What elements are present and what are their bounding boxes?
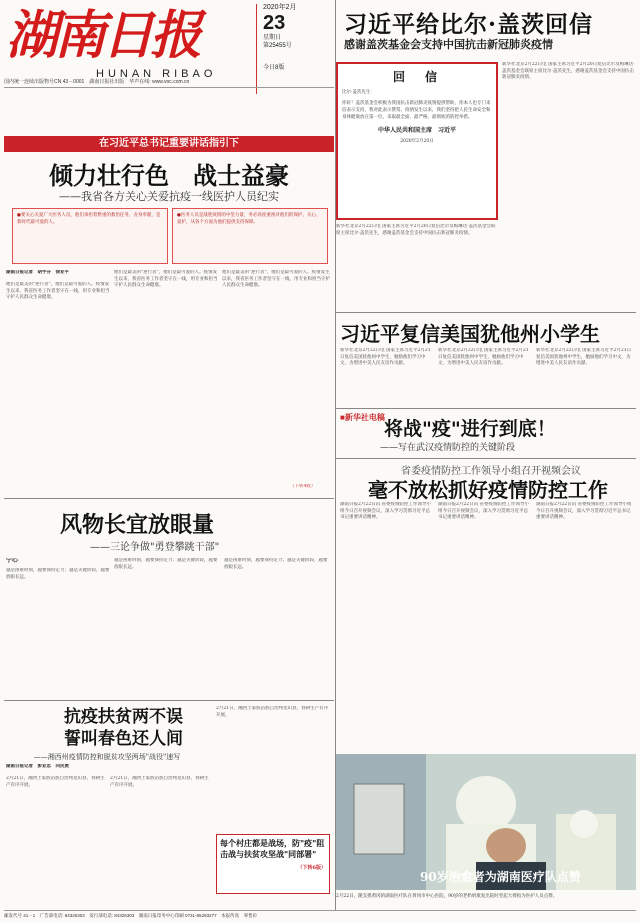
poverty-headline (64, 706, 183, 750)
commentary-author: 宁心 (6, 558, 19, 564)
feature-continued: （下转4版） (290, 484, 316, 489)
feature-subheadline: ——我省各方关心关爱抗疫一线医护人员纪实 (59, 190, 279, 203)
poverty-byline: 湖南日报记者 彭业忠 向民贵 (6, 764, 69, 769)
top-story-body-2: 新华社北京2月22日电 国家主席习近平2月20日复信比尔及梅琳达·盖茨基金会联席主席比尔·盖茨先生，感谢盖茨基金会支持中国抗击新冠肺炎疫情。 (336, 224, 496, 236)
section-divider-3 (336, 312, 636, 313)
letter-signature: 中华人民共和国主席 习近平 (377, 127, 456, 134)
meeting-body-col3: 湖南日报2月22日讯 省委疫情防控工作领导小组今日召开视频会议，深入学习贯彻习近平总书记重要讲话精神。 (536, 502, 632, 520)
date-year: 2020年2月 (263, 4, 297, 11)
newspaper-pinyin: HUNAN RIBAO (96, 68, 217, 80)
section-divider-5 (336, 458, 636, 459)
top-headline: 习近平给比尔·盖茨回信 (344, 11, 594, 38)
section-banner: 在习近平总书记重要讲话指引下 (4, 136, 334, 152)
xi-reply-body-col2: 新华社北京2月22日电 国家主席习近平2月21日复信美国犹他州中学生，勉励他们学习中文，为增进中美人民友谊作贡献。 (438, 348, 529, 366)
weekday: 星期日 (263, 35, 282, 41)
commentary-body-col1: 越是困难时刻，越要保持定力；越是关键阶段，越要放眼长远。 (6, 568, 110, 580)
feature-body-col2: 他们是最美的"逆行者"，他们是最可爱的人。疫情发生以来，我省医务工作者坚守在一线，用专业和担当守护人民群众生命健康。 (114, 270, 218, 288)
quote-box-right: ●医务人员是战胜疫情的中坚力量，务必高度重视对他们的保护、关心、爱护，从各个方面为他们提供支持保障。 (172, 208, 328, 264)
poverty-body-col2: 2月21日，湘西土家族苗族自治州龙山县，春耕生产有序开展。 (110, 776, 209, 788)
poverty-subheadline: ——湘西州疫情防控和脱贫攻坚两场"战役"速写 (33, 753, 181, 761)
letter-salutation: 比尔·盖茨先生： (342, 90, 375, 95)
poverty-headline-line2: 誓叫春色还人间 (64, 729, 183, 749)
wuhan-subheadline: ——写在武汉疫情防控的关键阶段 (380, 443, 516, 453)
letter-body: 你好！盖茨基金会积极为我国抗击新冠肺炎疫情提供帮助，你本人也专门来信表示支持，我对此表示赞赏。疫情发生以来，我们坚持把人民生命安全和身体健康放在第一位，采取最全面、最严格、最彻底的防控举措。 (342, 101, 491, 120)
meeting-headline: 毫不放松抓好疫情防控工作 (368, 478, 608, 502)
feature-byline: 湖南日报记者 胡宇芬 徐亚平 (6, 270, 69, 275)
top-subheadline: 感谢盖茨基金会支持中国抗击新冠肺炎疫情 (344, 38, 553, 51)
date-day: 23 (263, 12, 286, 34)
commentary-headline: 风物长宜放眼量 (60, 512, 215, 538)
meeting-kicker: 省委疫情防控工作领导小组召开视频会议 (401, 466, 581, 477)
poverty-headline-line1: 抗疫扶贫两不误 (64, 707, 183, 727)
photo-headline: 90岁治愈者为湖南医疗队点赞 (420, 870, 581, 884)
section-divider-2 (4, 700, 334, 701)
side-box-continued: （下转6版） (297, 865, 326, 871)
issue-number: 第25455号 (263, 43, 292, 49)
side-box-headline: 每个村庄都是战场，防"疫"阻击战与扶贫攻坚战"同部署" (220, 838, 325, 859)
meeting-body-col1: 湖南日报2月22日讯 省委疫情防控工作领导小组今日召开视频会议，深入学习贯彻习近平总书记重要讲话精神。 (340, 502, 432, 520)
xinhua-label: ■新华社电稿 (340, 413, 385, 422)
quote-box-left: ●要关心关爱广大医务人员，他们承担着繁重的救治任务，舍身奉献，是新时代最可爱的人。 (12, 208, 168, 264)
xi-reply-headline: 习近平复信美国犹他州小学生 (340, 322, 600, 346)
feature-body-col3: 他们是最美的"逆行者"，他们是最可爱的人。疫情发生以来，我省医务工作者坚守在一线，用专业和担当守护人民群众生命健康。 (222, 270, 330, 288)
wuhan-headline: 将战"疫"进行到底！ (384, 418, 556, 440)
xi-reply-body-col3: 新华社北京2月22日电 国家主席习近平2月21日复信美国犹他州中学生，勉励他们学习中文，为增进中美人民友谊作贡献。 (536, 348, 632, 366)
commentary-body-col3: 越是困难时刻，越要保持定力；越是关键阶段，越要放眼长远。 (224, 558, 328, 570)
letter-date: 2020年2月20日 (400, 139, 434, 144)
newspaper-logo: 湖南日报 (6, 5, 199, 66)
commentary-subheadline: ——三论争做"勇登攀跳干部" (90, 542, 220, 553)
letter-box (336, 62, 498, 220)
page-footer: 邮发代号 41－1 广告部电话: 84326303 发行部电话: 84326303 湖南日报印务中心印刷 0731-85283277 本报传真 零售价 (4, 910, 636, 920)
publication-info-bar: 国内统一连续出版物号CN 43－0001 湖南日报社出版 华声在线: www.voc.com.cn (4, 78, 334, 88)
section-divider (4, 498, 334, 499)
feature-headline: 倾力壮行色 战士益豪 (49, 161, 289, 190)
commentary-body-col2: 越是困难时刻，越要保持定力；越是关键阶段，越要放眼长远。 (114, 558, 218, 570)
section-divider-4 (336, 408, 636, 409)
today-pages: 今日8版 (263, 65, 285, 71)
feature-body-col1: 他们是最美的"逆行者"，他们是最可爱的人。疫情发生以来，我省医务工作者坚守在一线，用专业和担当守护人民群众生命健康。 (6, 282, 110, 300)
meeting-body-col2: 湖南日报2月22日讯 省委疫情防控工作领导小组今日召开视频会议，深入学习贯彻习近平总书记重要讲话精神。 (438, 502, 530, 520)
photo-caption: 2月22日，随支援黄冈的湖南医疗队在黄冈市中心医院，90岁的老奶奶康复出院时竖起大拇指为医护人员点赞。 (336, 894, 558, 899)
letter-title: 回 信 (392, 70, 441, 84)
poverty-body-col3: 2月21日，湘西土家族苗族自治州龙山县，春耕生产有序开展。 (216, 706, 329, 718)
top-story-body: 新华社北京2月22日电 国家主席习近平2月20日复信比尔及梅琳达·盖茨基金会联席主席比尔·盖茨先生，感谢盖茨基金会支持中国抗击新冠肺炎疫情。 (502, 62, 635, 80)
xi-reply-body-col1: 新华社北京2月22日电 国家主席习近平2月21日复信美国犹他州中学生，勉励他们学习中文，为增进中美人民友谊作贡献。 (340, 348, 431, 366)
side-box (216, 834, 330, 894)
poverty-body-col1: 2月21日，湘西土家族苗族自治州龙山县，春耕生产有序开展。 (6, 776, 105, 788)
